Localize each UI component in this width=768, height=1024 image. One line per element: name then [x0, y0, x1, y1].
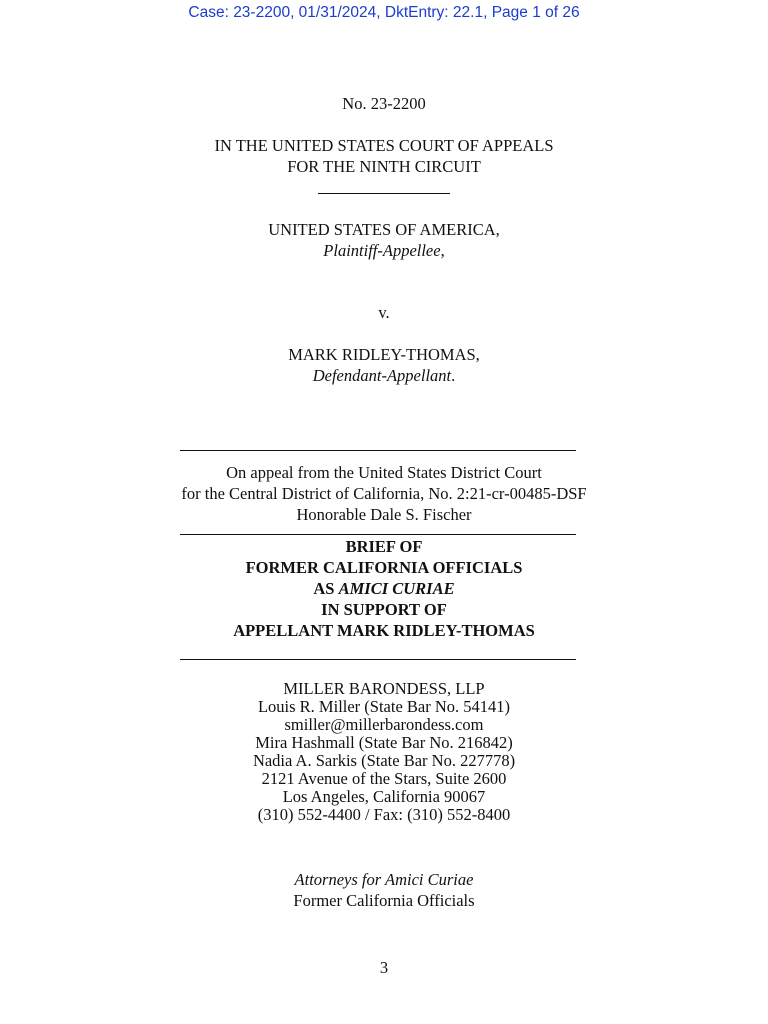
counsel-email-link[interactable]: smiller@millerbarondess.com [284, 715, 484, 734]
page-number: 3 [379, 958, 389, 977]
counsel-attorney-miller: Louis R. Miller (State Bar No. 54141) [257, 697, 511, 716]
defendant-name: MARK RIDLEY-THOMAS, [288, 345, 480, 364]
counsel-firm: MILLER BARONDESS, LLP [283, 679, 485, 698]
counsel-address-street: 2121 Avenue of the Stars, Suite 2600 [261, 769, 507, 788]
defendant-role [0, 365, 768, 386]
defendant-role-punct: . [451, 366, 456, 385]
brief-title-line4: IN SUPPORT OF [321, 600, 447, 619]
appeal-line3: Honorable Dale S. Fischer [296, 505, 472, 524]
docket-header-stamp: Case: 23-2200, 01/31/2024, DktEntry: 22.1, Page 1 of 26 [188, 4, 580, 21]
counsel-attorney-hashmall: Mira Hashmall (State Bar No. 216842) [255, 733, 513, 752]
brief-title-line2: FORMER CALIFORNIA OFFICIALS [245, 558, 523, 577]
counsel-address-city: Los Angeles, California 90067 [282, 787, 486, 806]
plaintiff-role [0, 240, 768, 261]
brief-title-amici: AMICI CURIAE [338, 579, 455, 598]
defendant-role-text: Defendant-Appellant [312, 366, 452, 385]
court-name-line1: IN THE UNITED STATES COURT OF APPEALS [214, 136, 554, 155]
counsel-phone-fax: (310) 552-4400 / Fax: (310) 552-8400 [257, 805, 511, 824]
brief-title-line5: APPELLANT MARK RIDLEY-THOMAS [233, 621, 535, 640]
plaintiff-role-text: Plaintiff-Appellee [323, 241, 441, 260]
attorneys-for: Attorneys for Amici Curiae [294, 870, 474, 889]
divider-bottom [180, 659, 576, 660]
versus: v. [378, 303, 390, 322]
plaintiff-role-punct: , [440, 241, 445, 260]
plaintiff-name: UNITED STATES OF AMERICA, [268, 220, 500, 239]
divider-middle [180, 534, 576, 535]
case-number: No. 23-2200 [342, 94, 426, 113]
caption-divider [318, 193, 450, 194]
divider-top [180, 450, 576, 451]
counsel-attorney-sarkis: Nadia A. Sarkis (State Bar No. 227778) [252, 751, 516, 770]
brief-title-line3 [0, 578, 768, 599]
brief-title-line3-prefix: AS [313, 579, 339, 598]
appeal-line1: On appeal from the United States District Court [226, 463, 542, 482]
clients: Former California Officials [293, 891, 475, 910]
court-name-line2: FOR THE NINTH CIRCUIT [287, 157, 481, 176]
brief-title-line1: BRIEF OF [345, 537, 423, 556]
appeal-line2: for the Central District of California, No. 2:21-cr-00485-DSF [181, 484, 587, 503]
counsel-block [0, 680, 768, 824]
